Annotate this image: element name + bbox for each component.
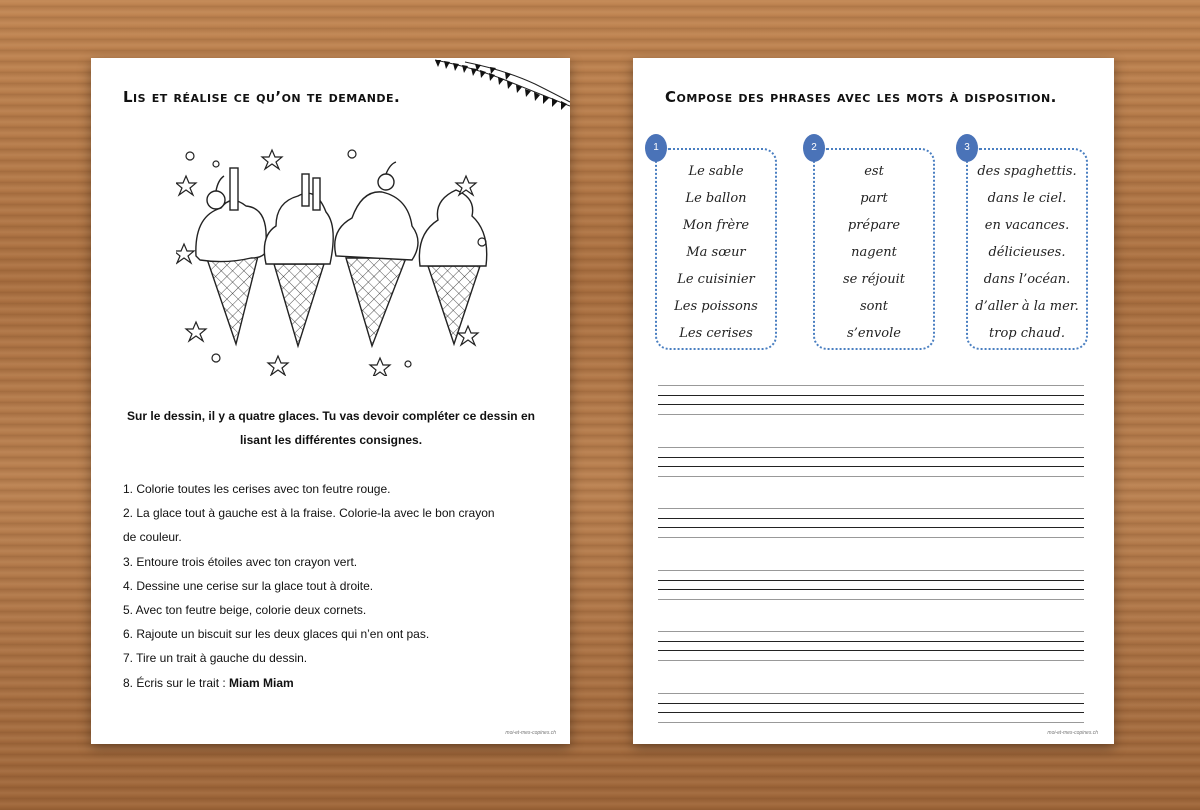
word-item: s’envole	[847, 326, 901, 341]
instruction-item: 5. Avec ton feutre beige, colorie deux cornets.	[123, 602, 367, 617]
instruction-list	[123, 477, 543, 695]
writing-line-set	[658, 693, 1084, 723]
word-item: trop chaud.	[989, 326, 1065, 341]
instruction-last-prefix: 8. Écris sur le trait :	[123, 675, 230, 690]
word-item: Mon frère	[682, 218, 750, 233]
writing-line	[658, 518, 1084, 519]
word-item: en vacances.	[984, 218, 1070, 233]
word-item: nagent	[851, 245, 897, 260]
writing-line	[658, 660, 1084, 661]
word-item: Le cuisinier	[677, 272, 755, 287]
writing-line	[658, 457, 1084, 458]
word-box-number-badge: 2	[803, 134, 825, 162]
intro-line-1: Sur le dessin, il y a quatre glaces. Tu vas devoir compléter ce dessin en	[127, 409, 535, 423]
word-box-number-badge: 3	[956, 134, 978, 162]
word-box-complements	[964, 142, 1088, 350]
writing-line	[658, 447, 1084, 448]
writing-line-set	[658, 570, 1084, 600]
writing-line-set	[658, 631, 1084, 661]
word-item: Le ballon	[685, 191, 747, 206]
writing-line	[658, 703, 1084, 704]
writing-line	[658, 537, 1084, 538]
writing-line	[658, 722, 1084, 723]
right-footer-credit: moi-et-mes-copines.ch	[1047, 730, 1098, 736]
ice-cream-drawing	[176, 146, 496, 376]
writing-line	[658, 570, 1084, 571]
word-item: dans le ciel.	[987, 191, 1067, 206]
word-box-verbs	[811, 142, 935, 350]
writing-line-set	[658, 385, 1084, 415]
instruction-item: 4. Dessine une cerise sur la glace tout à droite.	[123, 578, 374, 593]
writing-line	[658, 580, 1084, 581]
word-item: prépare	[847, 218, 901, 233]
word-box-number-badge: 1	[645, 134, 667, 162]
word-item: Les cerises	[679, 326, 753, 341]
writing-line	[658, 508, 1084, 509]
word-item: part	[860, 191, 888, 206]
instructions-intro	[111, 404, 551, 452]
writing-line	[658, 527, 1084, 528]
instruction-item: 7. Tire un trait à gauche du dessin.	[123, 651, 308, 666]
left-worksheet-page	[91, 58, 570, 744]
instruction-last-bold: Miam Miam	[229, 675, 294, 690]
right-page-title: Compose des phrases avec les mots à disposition.	[665, 88, 1057, 106]
word-item: délicieuses.	[988, 245, 1066, 260]
left-page-title: Lis et réalise ce qu’on te demande.	[123, 88, 401, 106]
word-item: Les poissons	[674, 299, 758, 314]
word-box-subjects	[653, 142, 777, 350]
writing-line	[658, 650, 1084, 651]
writing-line	[658, 599, 1084, 600]
instruction-item: 2. La glace tout à gauche est à la fraise. Colorie-la avec le bon crayon	[123, 506, 495, 521]
instruction-item: 1. Colorie toutes les cerises avec ton feutre rouge.	[123, 482, 391, 496]
instruction-item: de couleur.	[123, 530, 182, 545]
writing-line	[658, 476, 1084, 477]
word-item: dans l’océan.	[983, 272, 1071, 287]
instruction-item: 3. Entoure trois étoiles avec ton crayon vert.	[123, 554, 358, 569]
instruction-item-last	[123, 671, 543, 695]
bunting-decoration	[435, 58, 570, 128]
writing-line	[658, 693, 1084, 694]
left-footer-credit: moi-et-mes-copines.ch	[505, 730, 556, 736]
writing-line	[658, 385, 1084, 386]
word-item: Le sable	[688, 164, 744, 179]
writing-line	[658, 414, 1084, 415]
writing-line-set	[658, 447, 1084, 477]
writing-line	[658, 395, 1084, 396]
word-item: est	[864, 164, 884, 179]
writing-line	[658, 712, 1084, 713]
writing-line	[658, 589, 1084, 590]
writing-line	[658, 404, 1084, 405]
writing-line	[658, 631, 1084, 632]
writing-line	[658, 641, 1084, 642]
word-item: Ma sœur	[686, 245, 746, 260]
word-item: se réjouit	[842, 272, 906, 287]
word-item: d’aller à la mer.	[975, 299, 1079, 314]
instruction-item: 6. Rajoute un biscuit sur les deux glaces qui n’en ont pas.	[123, 627, 430, 642]
writing-line	[658, 466, 1084, 467]
word-item: des spaghettis.	[977, 164, 1077, 179]
writing-line-set	[658, 508, 1084, 538]
word-item: sont	[859, 299, 889, 314]
right-worksheet-page	[633, 58, 1114, 744]
intro-line-2: lisant les différentes consignes.	[239, 433, 423, 447]
